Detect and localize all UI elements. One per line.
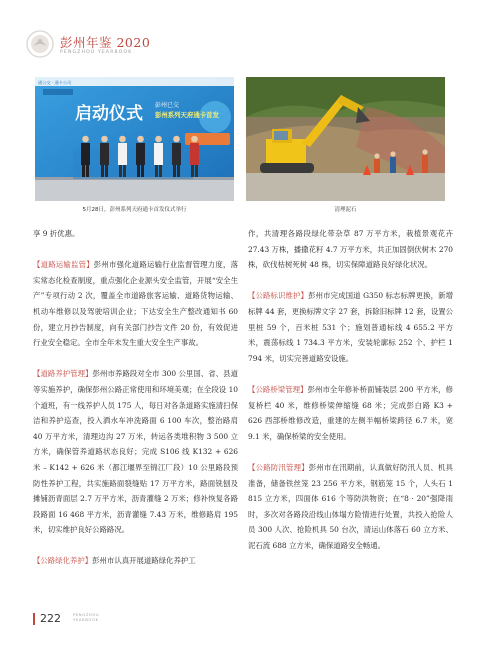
- footer-accent-bar: [33, 613, 35, 625]
- section-tag: 【道路养护管理】: [33, 369, 93, 379]
- section-tag: 【公路绿化养护】: [33, 556, 93, 566]
- paragraph-road-transport-supervision: 【道路运输监管】彭州市强化道路运输行业监督管理力度，落实常态化检查制度，重点强化企业源头安全监管，开展“安全生产”专项行动 2 次，覆盖全市道路旅客运输、道路货物运输、机动车维修以及驾驶培训企业；下达安全生产整改通知书 60 份，建立月抄告制度，向有关部门抄告文件 20 份，有效促进行业安全稳定。全市全年未发生重大安全生产事故。: [33, 260, 238, 348]
- yearbook-title: 彭州年鉴 2020: [60, 35, 151, 50]
- paragraph-flood-control: 【公路防汛管理】彭州市在汛期前，认真做好防汛人员、机具准备，储备铁丝笼 23 256 平方米，钢筋笼 15 个，人头石 1 815 立方米，四面体 616 个等防洪物资；在“8 · 20”强降雨时，多次对各路段沿线山体塌方险情进行处置，共投入抢险人员 300 人次、抢险机具 50 台次，清运山体落石 60 立方米、泥石流 688 立方米，确保道路安全畅通。: [248, 462, 453, 550]
- section-tag: 【公路防汛管理】: [248, 462, 309, 472]
- ceremony-caption: 5月28日，彭州系列天府通卡首发仪式举行: [82, 207, 187, 213]
- banner-top-strip: 通公交 · 通卡公司: [38, 80, 72, 85]
- paragraph-road-maintenance: 【道路养护管理】彭州市养路段对全市 300 公里国、省、县道等实施养护，确保彭州公路正常使用和环境美观；在全段设 10 个道班，有一线养护人员 175 人，每日对各条道路实施清扫保洁和养护巡查，投入洒水车冲洗路面 6 100 车次，整治路肩 40 万平方米，清理边沟 27 万米，转运各类堆积物 3 500 立方米，确保管养道路状态良好；完成 S106 线 K132 + 626 米 – K142 + 626 米（都江堰界至锦江厂段）10 公里路段预防性养护工程，共实施路面裂缝贴 17 万平方米，路面铣刨及摊铺沥青面层 2.7 万平方米，沥青灌缝 2 万米；修补恢复各路段路面 16 468 平方米，沥青灌缝 7.43 万米，维修路肩 195 米，切实维护良好公路路况。: [33, 369, 238, 535]
- debris-caption: 清理泥石: [334, 207, 357, 213]
- page-header: [26, 30, 446, 60]
- section-tag: 【道路运输监管】: [33, 260, 94, 270]
- page-number: 222: [40, 612, 61, 625]
- footer-yearbook-name: PENGZHOU YEARBOOK: [73, 613, 100, 622]
- debris-clearing-photo: [246, 77, 445, 201]
- debris-clearing-image: [246, 77, 445, 201]
- right-text-column: [248, 226, 453, 553]
- banner-sub-text-2: 彭州系列天府通卡首发: [155, 111, 219, 119]
- ceremony-image: [35, 77, 234, 201]
- paragraph-continuation: 作，共清理各路段绿化带杂草 87 万平方米，栽植景观花卉 27.43 万株，播撒花籽 4.7 万平方米，共正加固倒伏树木 270 株，砍伐枯树死树 48 株，切实保障道路良好绿化状况。: [248, 229, 453, 270]
- section-tag: 【公路标识维护】: [248, 291, 309, 301]
- paragraph-bridge-management: 【公路桥梁管理】彭州市全年修补桥面铺装层 200 平方米，修复桥栏 40 米，维修桥梁伸缩缝 68 米；完成彭白路 K3 + 626 西部桥维修改造，重建的左侧半幅桥梁跨径 6.7 米，宽 9.1 米，确保桥梁的安全使用。: [248, 384, 453, 441]
- banner-main-text: 启动仪式: [75, 104, 143, 124]
- paragraph-road-signage: 【公路标识维护】彭州市完成国道 G350 标志标牌更换，新增标牌 44 套，更换标牌文字 27 套，拆除旧标牌 12 套，设置公里桩 59 个，百米桩 531 个；施划普通标线 4 655.2 平方米，震荡标线 1 734.3 平方米，安装轮廓标 252 个、护栏 1 794 米，切实完善道路安设施。: [248, 291, 453, 363]
- left-text-column: [33, 226, 238, 569]
- ceremony-photo: [35, 77, 234, 201]
- paragraph-greening-maintenance: 【公路绿化养护】彭州市认真开展道路绿化养护工: [33, 556, 196, 566]
- page-footer: [33, 611, 233, 629]
- yearbook-subtitle: PENGZHOU YEARBOOK: [60, 50, 133, 55]
- banner-sub-text-1: 彭州已交: [155, 102, 180, 109]
- emblem-icon: [26, 30, 54, 58]
- paragraph-continuation: 享 9 折优惠。: [33, 229, 80, 238]
- section-tag: 【公路桥梁管理】: [248, 384, 308, 394]
